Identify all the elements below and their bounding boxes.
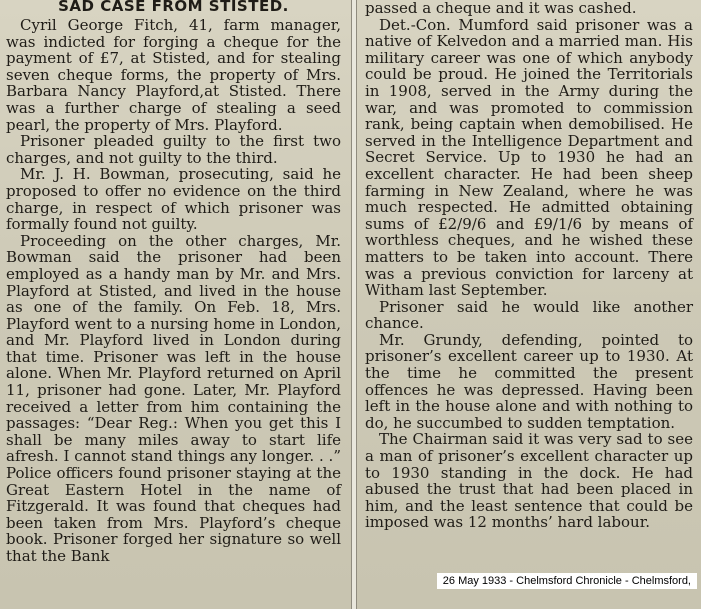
left-column <box>0 0 349 609</box>
paragraph: Prisoner pleaded guilty to the first two charges, and not guilty to the third. <box>6 132 341 167</box>
headline: SAD CASE FROM STISTED. <box>58 0 289 15</box>
paragraph: Prisoner said he would like another chance. <box>365 297 693 333</box>
paragraph: Proceeding on the other charges, Mr. Bowman said the prisoner had been employed as a handy man by Mr. and Mrs. Playford at Stisted, and lived in the house as one of the family. On Feb. 18, Mrs. Playford went to a nursing home in London, and Mr. Playford lived in London during that time. Prisoner was left in the house alone. When Mr. Playford returned on April 11, prisoner had gone. Later, Mr. Playford received a letter from him containing the passages: “Dear Reg.: When you get this I shall be many miles away to start life afresh. I cannot stand things any longer. . .” Police officers found prisoner staying at the Great Eastern Hotel in the name of Fitzgerald. It was found that cheques had been taken from Mrs. Playford’s cheque book. Prisoner forged her signature so well that the Bank <box>6 231 341 565</box>
right-column <box>357 0 701 609</box>
paragraph: Det.-Con. Mumford said prisoner was a native of Kelvedon and a married man. His military career was one of which anybody could be proud. He joined the Territorials in 1908, served in the Army during the war, and was promoted to commission rank, being captain when demobilised. He served in the Intelligence Department and Secret Service. Up to 1930 he had an excellent character. He had been sheep farming in New Zealand, where he was much respected. He admitted obtaining sums of £2/9/6 and £9/1/6 by means of worthless cheques, and he wished these matters to be taken into account. There was a previous conviction for larceny at Witham last September. <box>365 15 693 300</box>
source-credit: 26 May 1933 - Chelmsford Chronicle - Chelmsford, <box>437 573 697 589</box>
paragraph: Cyril George Fitch, 41, farm manager, was indicted for forging a cheque for the payment of £7, at Stisted, and for stealing seven cheque forms, the property of Mrs. Barbara Nancy Playford,at Stisted. There was a further charge of stealing a seed pearl, the property of Mrs. Playford. <box>6 16 341 134</box>
paragraph: Mr. J. H. Bowman, prosecuting, said he proposed to offer no evidence on the third charge, in respect of which prisoner was formally found not guilty. <box>6 165 341 234</box>
paragraph: passed a cheque and it was cashed. <box>365 0 637 17</box>
paragraph: Mr. Grundy, defending, pointed to prisoner’s excellent career up to 1930. At the time he committed the present offences he was depressed. Having been left in the house alone and with nothing to do, he succumbed to sudden temptation. <box>365 330 693 432</box>
paragraph: The Chairman said it was very sad to see a man of prisoner’s excellent character up to 1930 standing in the dock. He had abused the trust that had been placed in him, and the least sentence that could be imposed was 12 months’ hard labour. <box>365 430 693 532</box>
